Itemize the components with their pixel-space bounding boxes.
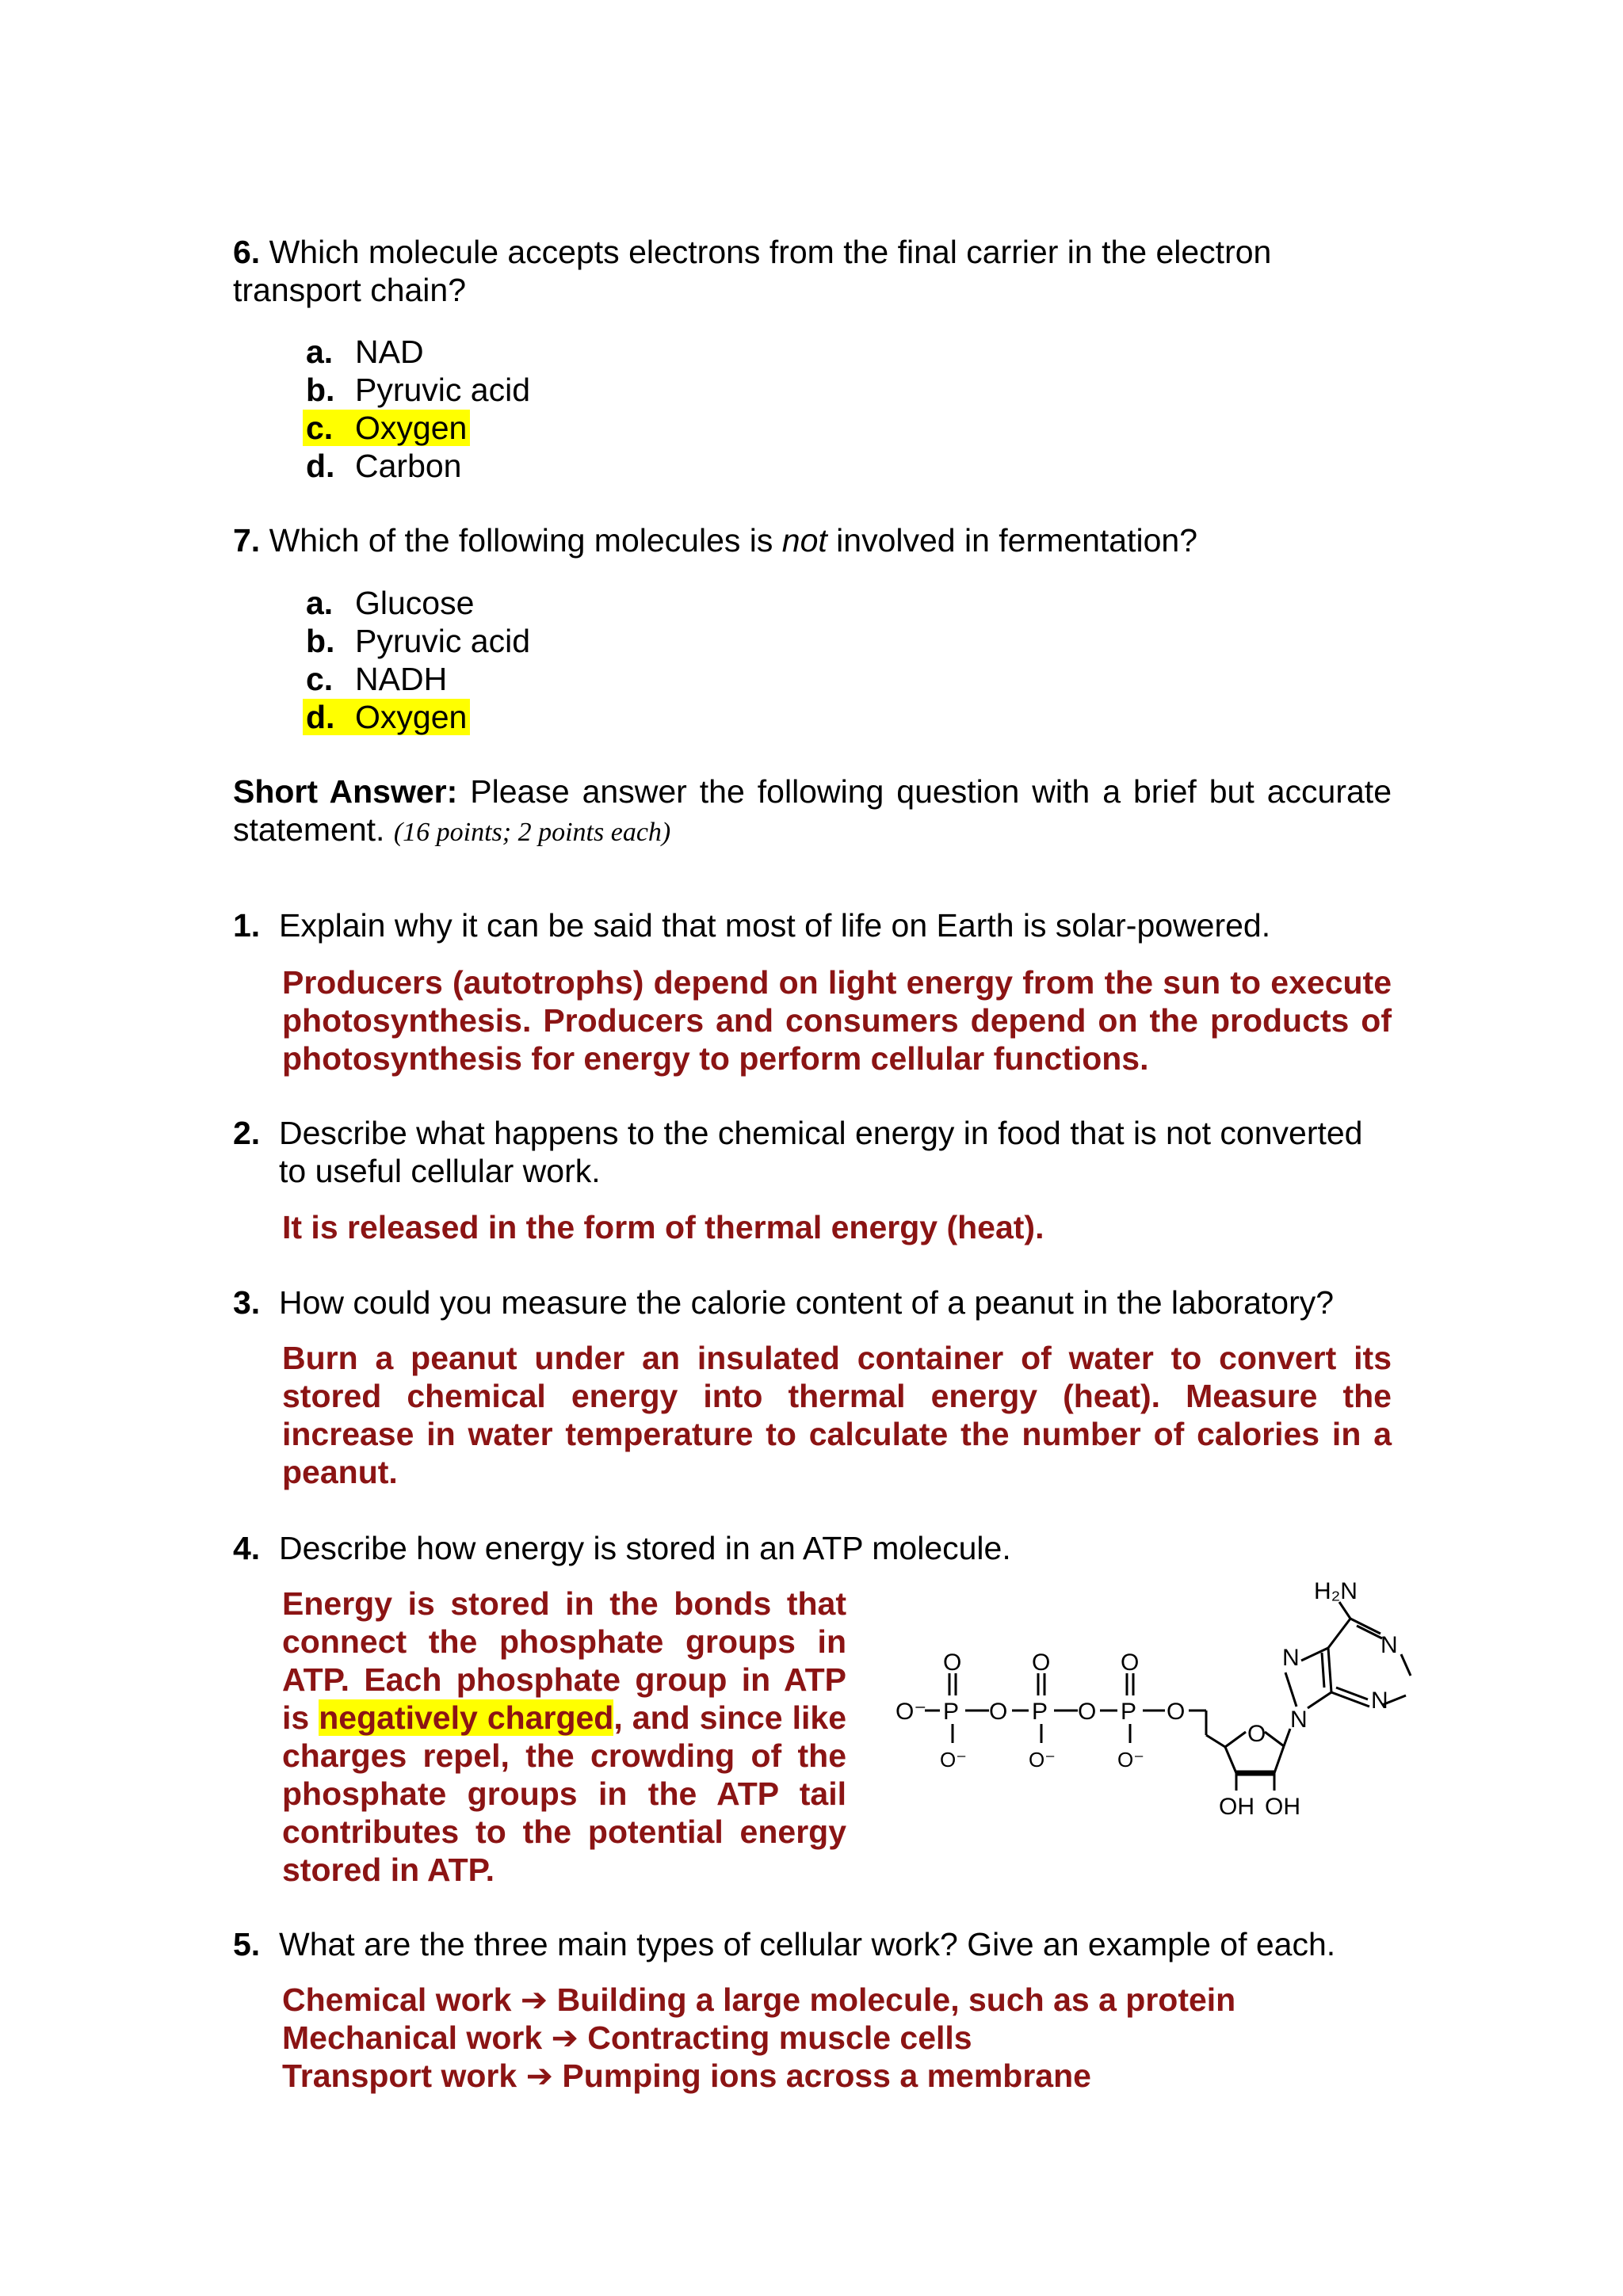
atom-label: O bbox=[1167, 1699, 1186, 1725]
sa-number: 2. bbox=[233, 1115, 261, 1151]
choice-6d: d. Carbon bbox=[306, 448, 462, 484]
choice-7c: c. NADH bbox=[306, 661, 448, 697]
choice-7d bbox=[306, 698, 530, 736]
short-answer-instructions: Short Answer: Please answer the following question with a brief but accurate statement. (16 points; 2 points each) bbox=[233, 773, 1392, 848]
question-text: Which molecule accepts electrons from the final carrier in the electron transport chain? bbox=[233, 234, 1272, 308]
sa-question-4: Describe how energy is stored in an ATP molecule. bbox=[279, 1530, 1011, 1566]
work-type-mechanical: Mechanical work ➔ Contracting muscle cells bbox=[282, 2019, 972, 2057]
work-type-chemical: Chemical work ➔ Building a large molecule, such as a protein bbox=[282, 1981, 1236, 2019]
atom-label: OH bbox=[1265, 1794, 1300, 1820]
atom-label: O bbox=[989, 1699, 1008, 1725]
highlighted-answer: c. Oxygen bbox=[303, 410, 470, 446]
arrow-icon: ➔ bbox=[525, 2057, 553, 2095]
atom-label: N bbox=[1290, 1707, 1308, 1733]
question-6 bbox=[233, 233, 1390, 309]
sa-number: 4. bbox=[233, 1530, 261, 1566]
sa-answer-4: Energy is stored in the bonds that connect the phosphate groups in ATP. Each phosphate group in ATP is negatively charged, and since like charges repel, the crowding of the phosphate groups in the ATP tail contributes to the potential energy stored in ATP. bbox=[282, 1585, 846, 1888]
atom-label: O bbox=[1032, 1650, 1051, 1676]
atom-label: O bbox=[1078, 1699, 1097, 1725]
choice-6b: b. Pyruvic acid bbox=[306, 372, 531, 408]
atp-structure-diagram bbox=[888, 1577, 1442, 1838]
sa-number: 5. bbox=[233, 1926, 261, 1962]
choice-6a: a. NAD bbox=[306, 334, 424, 370]
atom-label: O bbox=[943, 1650, 962, 1676]
sa-question-1: Explain why it can be said that most of life on Earth is solar-powered. bbox=[279, 907, 1271, 944]
choice-6c bbox=[306, 409, 530, 447]
question-number: 6. bbox=[233, 234, 261, 270]
atom-label: OH bbox=[1219, 1794, 1254, 1820]
sa-number: 1. bbox=[233, 907, 261, 944]
sa-answer-3: Burn a peanut under an insulated container of water to convert its stored chemical energy into thermal energy (heat). Measure the increase in water temperature to calculate the number of calories in a peanut. bbox=[282, 1340, 1392, 1490]
sa-answer-5 bbox=[282, 1981, 1392, 2095]
atom-label: N bbox=[1282, 1645, 1300, 1671]
atom-label: N bbox=[1381, 1632, 1398, 1658]
choice-7b: b. Pyruvic acid bbox=[306, 623, 531, 659]
question-7: 7. Which of the following molecules is not involved in fermentation? bbox=[233, 522, 1197, 559]
atom-label: P bbox=[943, 1699, 960, 1725]
highlighted-answer: d. Oxygen bbox=[303, 699, 470, 735]
sa-question-2: Describe what happens to the chemical energy in food that is not converted to useful cellular work. bbox=[279, 1115, 1363, 1189]
atom-label: O⁻ bbox=[940, 1748, 967, 1772]
question-number: 7. bbox=[233, 522, 261, 559]
atom-label: O bbox=[1247, 1721, 1266, 1747]
highlighted-phrase: negatively charged bbox=[319, 1699, 614, 1736]
atom-label: H₂N bbox=[1314, 1578, 1358, 1604]
atom-label: N bbox=[1371, 1688, 1388, 1714]
atom-label: O⁻ bbox=[896, 1699, 927, 1725]
atom-label: P bbox=[1121, 1699, 1137, 1725]
choice-7a: a. Glucose bbox=[306, 585, 475, 621]
arrow-icon: ➔ bbox=[520, 1981, 548, 2019]
sa-answer-1: Producers (autotrophs) depend on light energy from the sun to execute photosynthesis. Producers and consumers depend on the products of photosynthesis for energy to perform cellular functions. bbox=[282, 964, 1392, 1077]
choices-7 bbox=[306, 584, 530, 736]
sa-question-3: How could you measure the calorie content of a peanut in the laboratory? bbox=[279, 1284, 1335, 1321]
sa-answer-2: It is released in the form of thermal energy (heat). bbox=[282, 1209, 1044, 1245]
atom-label: O⁻ bbox=[1117, 1748, 1144, 1772]
atom-label: O⁻ bbox=[1029, 1748, 1056, 1772]
atom-label: O bbox=[1121, 1650, 1140, 1676]
arrow-icon: ➔ bbox=[551, 2019, 579, 2057]
sa-question-5: What are the three main types of cellular work? Give an example of each. bbox=[279, 1926, 1336, 1962]
choices-6 bbox=[306, 333, 530, 485]
sa-number: 3. bbox=[233, 1284, 261, 1321]
atom-label: P bbox=[1032, 1699, 1048, 1725]
work-type-transport: Transport work ➔ Pumping ions across a membrane bbox=[282, 2057, 1091, 2095]
